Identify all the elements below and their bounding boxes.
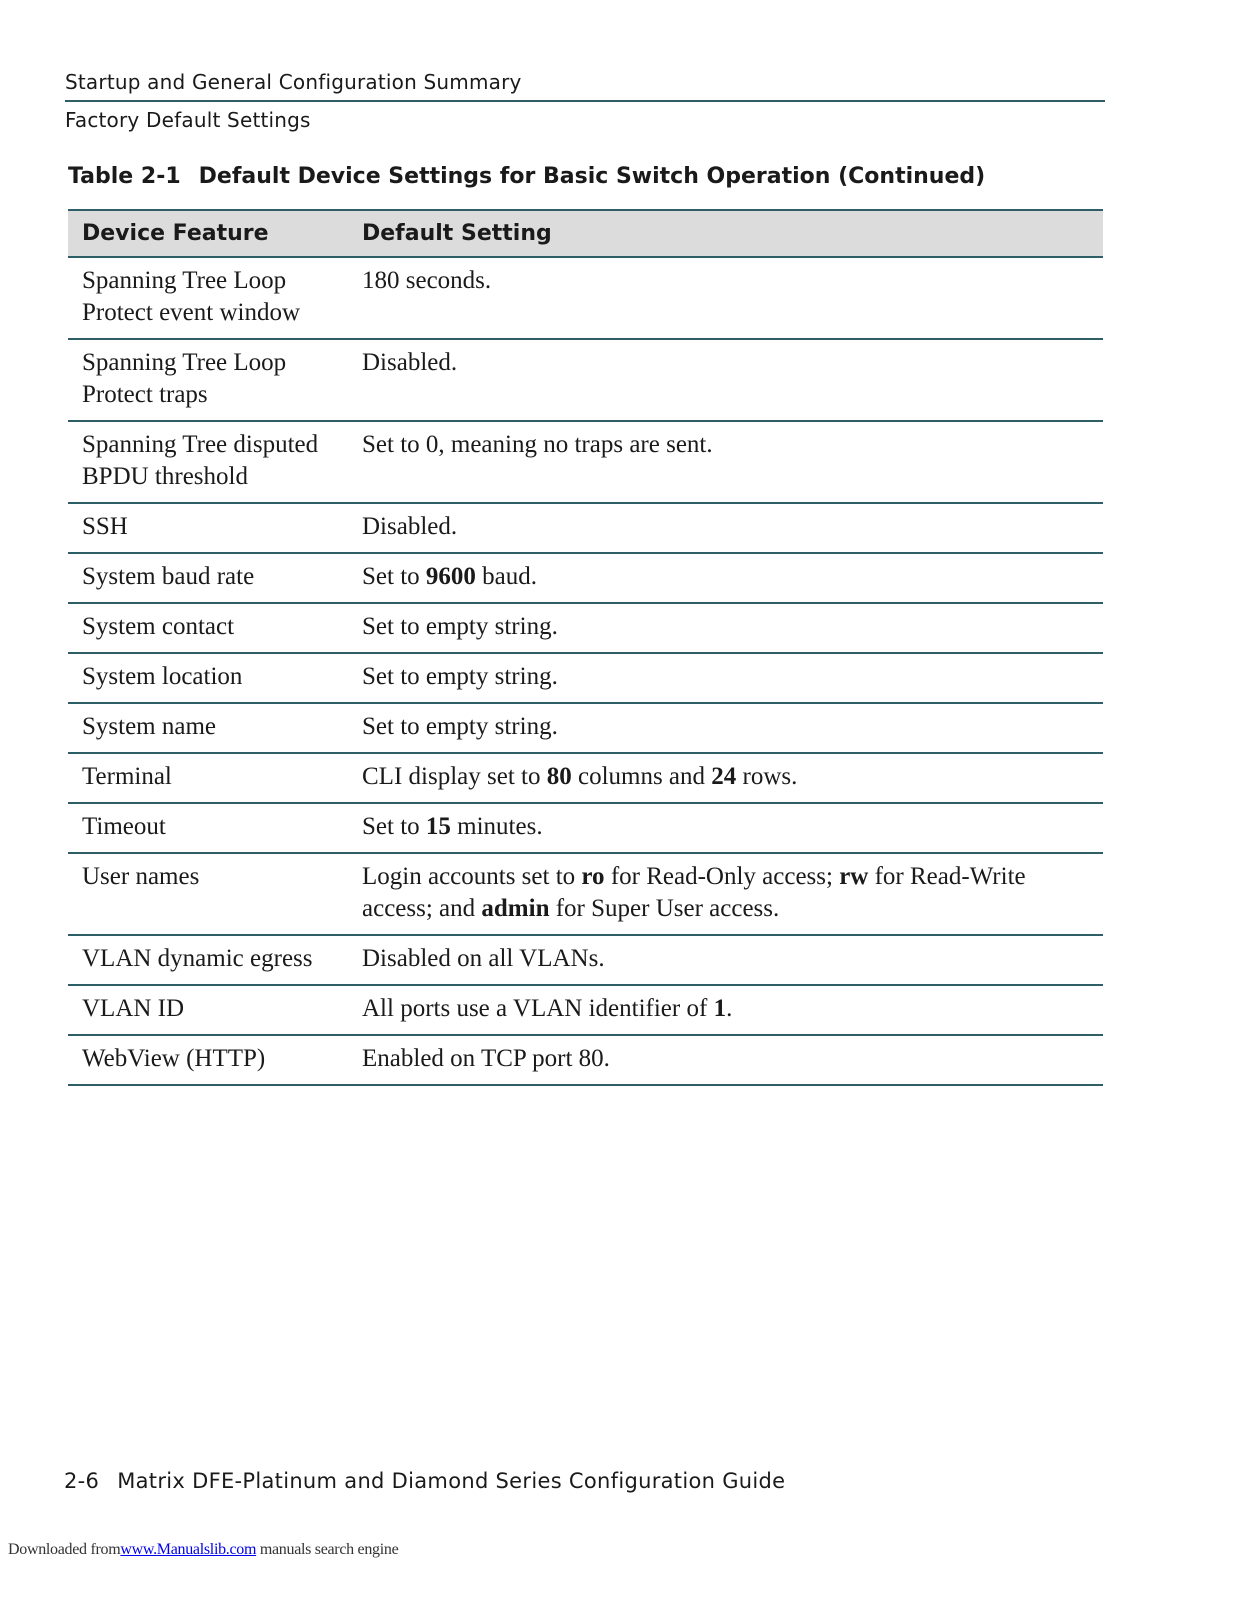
chapter-title: Startup and General Configuration Summary <box>65 70 1105 102</box>
table-row <box>68 553 1103 603</box>
feature-line: Timeout <box>82 813 166 840</box>
setting-text: Enabled on TCP port 80. <box>362 1045 610 1072</box>
setting-text: 180 seconds. <box>362 267 492 294</box>
setting-cell <box>348 1035 1103 1085</box>
feature-cell <box>68 339 348 421</box>
feature-line: Spanning Tree disputed <box>82 431 319 458</box>
setting-text: Set to <box>362 813 426 840</box>
manualslib-link[interactable]: www.Manualslib.com <box>120 1541 257 1558</box>
setting-text: . <box>726 995 733 1022</box>
setting-text: Set to empty string. <box>362 713 558 740</box>
table-row <box>68 503 1103 553</box>
page-footer <box>64 1469 785 1493</box>
feature-cell <box>68 803 348 853</box>
feature-line: System contact <box>82 613 235 640</box>
setting-cell <box>348 553 1103 603</box>
setting-value-bold: rw <box>839 863 869 890</box>
feature-line: Terminal <box>82 763 172 790</box>
setting-cell <box>348 257 1103 339</box>
feature-line: BPDU threshold <box>82 463 248 490</box>
feature-cell <box>68 503 348 553</box>
setting-text: CLI display set to <box>362 763 547 790</box>
guide-title: Matrix DFE-Platinum and Diamond Series Configuration Guide <box>117 1469 786 1493</box>
table-row <box>68 853 1103 935</box>
feature-cell <box>68 553 348 603</box>
feature-line: SSH <box>82 513 128 540</box>
table-row <box>68 985 1103 1035</box>
setting-text: baud. <box>475 563 538 590</box>
table-header-row <box>68 210 1103 257</box>
setting-text: All ports use a VLAN identifier of <box>362 995 714 1022</box>
setting-value-bold: 80 <box>546 763 572 790</box>
table-number: Table 2-1 <box>68 164 181 189</box>
setting-value-bold: 24 <box>711 763 737 790</box>
setting-text: for Read-Only access; <box>604 863 840 890</box>
setting-text: Disabled. <box>362 349 458 376</box>
table-title: Default Device Settings for Basic Switch Operation (Continued) <box>198 164 986 189</box>
setting-text: Login accounts set to <box>362 863 582 890</box>
feature-cell <box>68 1035 348 1085</box>
setting-text: rows. <box>736 763 798 790</box>
feature-cell <box>68 853 348 935</box>
table-row <box>68 603 1103 653</box>
table-row <box>68 421 1103 503</box>
setting-text: minutes. <box>450 813 543 840</box>
page-number: 2-6 <box>64 1469 100 1493</box>
setting-cell <box>348 653 1103 703</box>
setting-text: for Super User access. <box>549 895 780 922</box>
setting-cell <box>348 421 1103 503</box>
setting-cell <box>348 603 1103 653</box>
table-caption <box>68 164 985 189</box>
setting-value-bold: 9600 <box>425 563 476 590</box>
feature-cell <box>68 257 348 339</box>
settings-table <box>68 209 1103 1086</box>
setting-cell <box>348 935 1103 985</box>
feature-line: Protect event window <box>82 299 301 326</box>
feature-cell <box>68 421 348 503</box>
setting-text: Set to empty string. <box>362 663 558 690</box>
feature-line: Protect traps <box>82 381 208 408</box>
feature-cell <box>68 603 348 653</box>
setting-text: Set to empty string. <box>362 613 558 640</box>
section-title: Factory Default Settings <box>65 108 311 132</box>
feature-cell <box>68 653 348 703</box>
table-row <box>68 803 1103 853</box>
table-body <box>68 257 1103 1085</box>
download-suffix: manuals search engine <box>256 1541 399 1558</box>
column-header-feature: Device Feature <box>68 210 348 257</box>
table-row <box>68 257 1103 339</box>
setting-cell <box>348 339 1103 421</box>
setting-value-bold: 15 <box>425 813 451 840</box>
feature-line: VLAN ID <box>82 995 185 1022</box>
feature-line: Spanning Tree Loop <box>82 349 287 376</box>
feature-cell <box>68 703 348 753</box>
table-row <box>68 703 1103 753</box>
feature-line: System baud rate <box>82 563 255 590</box>
feature-line: Spanning Tree Loop <box>82 267 287 294</box>
setting-text: Set to 0, meaning no traps are sent. <box>362 431 713 458</box>
download-prefix: Downloaded from <box>8 1541 121 1558</box>
table-row <box>68 753 1103 803</box>
column-header-setting: Default Setting <box>348 210 1103 257</box>
setting-cell <box>348 753 1103 803</box>
setting-text: columns and <box>571 763 712 790</box>
setting-value-bold: 1 <box>713 995 727 1022</box>
download-note <box>8 1541 398 1559</box>
setting-cell <box>348 503 1103 553</box>
setting-text: Disabled. <box>362 513 458 540</box>
table-row <box>68 339 1103 421</box>
setting-cell <box>348 853 1103 935</box>
feature-line: VLAN dynamic egress <box>82 945 313 972</box>
running-header <box>65 70 1105 132</box>
feature-cell <box>68 985 348 1035</box>
setting-value-bold: ro <box>581 863 605 890</box>
table-row <box>68 653 1103 703</box>
feature-line: WebView (HTTP) <box>82 1045 266 1072</box>
setting-text: Set to <box>362 563 426 590</box>
feature-line: System location <box>82 663 243 690</box>
table-row <box>68 1035 1103 1085</box>
table-row <box>68 935 1103 985</box>
feature-cell <box>68 935 348 985</box>
setting-cell <box>348 703 1103 753</box>
setting-text: for Read-Write access; and <box>362 863 1026 922</box>
setting-cell <box>348 985 1103 1035</box>
feature-cell <box>68 753 348 803</box>
feature-line: System name <box>82 713 217 740</box>
setting-text: Disabled on all VLANs. <box>362 945 605 972</box>
setting-value-bold: admin <box>481 895 550 922</box>
feature-line: User names <box>82 863 200 890</box>
setting-cell <box>348 803 1103 853</box>
